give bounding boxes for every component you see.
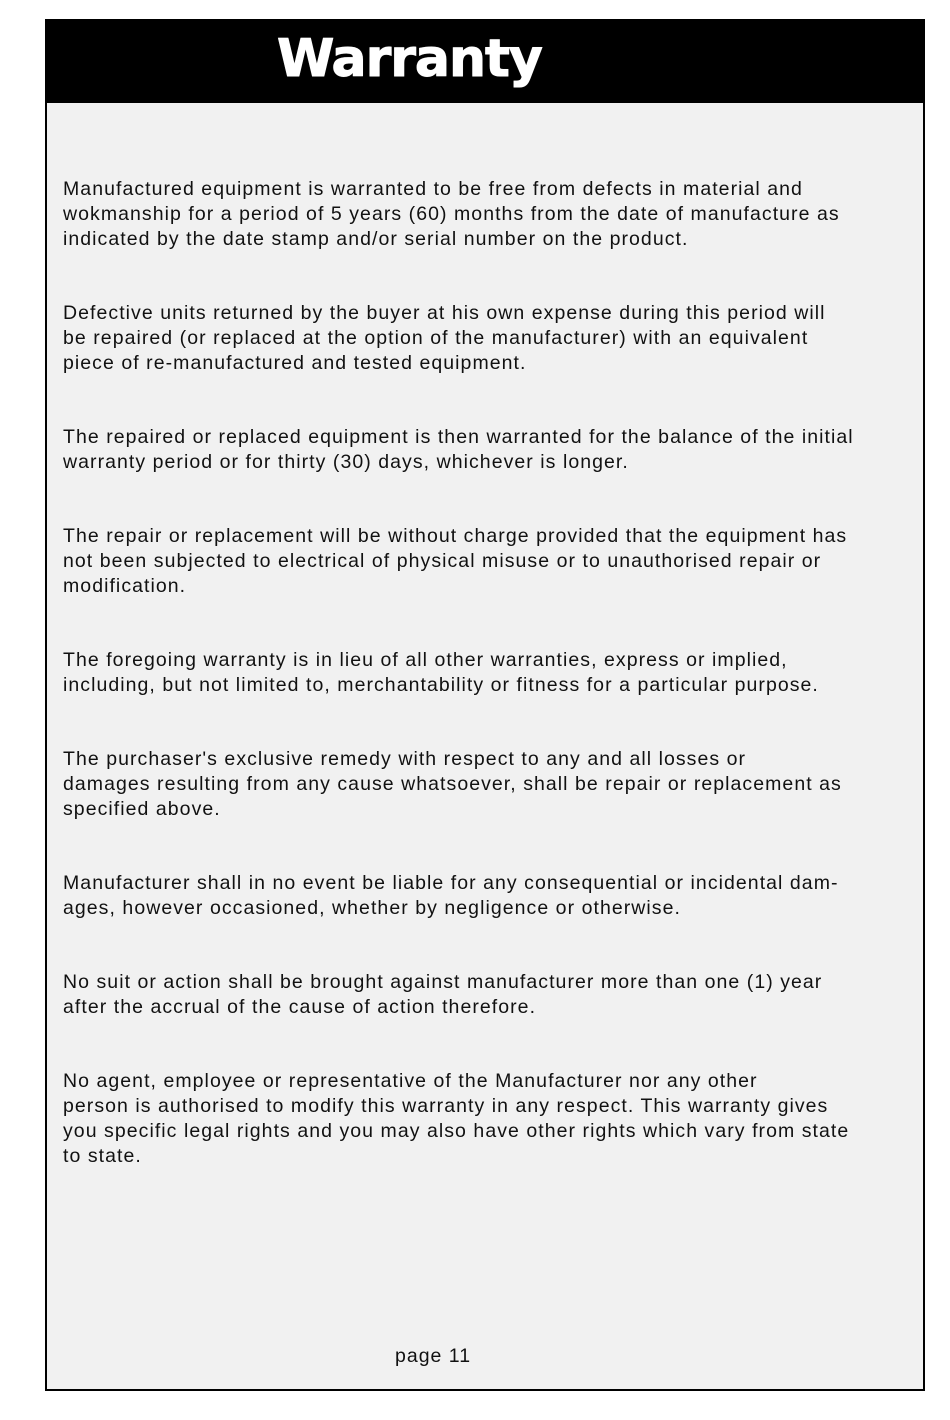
page-number: page 11 [395,1345,472,1367]
warranty-body [63,152,925,1218]
page-title: Warranty [277,29,542,89]
paragraph-replaced-equipment: The repaired or replaced equipment is then warranted for the balance of the initial warranty period or for thirty (30) days, whichever is longer. [63,426,854,473]
paragraph-in-lieu-of-warranties: The foregoing warranty is in lieu of all other warranties, express or implied, including, but not limited to, merchantability or fitness for a particular purpose. [63,649,819,696]
title-banner [47,21,923,103]
paragraph-exclusive-remedy: The purchaser's exclusive remedy with respect to any and all losses or damages resulting from any cause whatsoever, shall be repair or replacement as specified above. [63,748,842,820]
paragraph-liability-limit: Manufacturer shall in no event be liable for any consequential or incidental dam- ages, however occasioned, whether by negligence or otherwise. [63,872,839,919]
paragraph-defective-units: Defective units returned by the buyer at his own expense during this period will be repaired (or replaced at the option of the manufacturer) with an equivalent piece of re-manufactured and tested equipment. [63,302,826,374]
paragraph-warranty-period: Manufactured equipment is warranted to be free from defects in material and wokmanship for a period of 5 years (60) months from the date of manufacture as indicated by the date stamp and/or serial number on the product. [63,178,840,250]
paragraph-suit-time-limit: No suit or action shall be brought against manufacturer more than one (1) year after the accrual of the cause of action therefore. [63,971,823,1018]
paragraph-no-charge-conditions: The repair or replacement will be without charge provided that the equipment has not been subjected to electrical of physical misuse or to unauthorised repair or modification. [63,525,848,597]
warranty-page [45,19,925,1391]
paragraph-modification-rights: No agent, employee or representative of the Manufacturer nor any other person is authorised to modify this warranty in any respect. This warranty gives you specific legal rights and you may also have other rights which vary from state to state. [63,1070,850,1167]
